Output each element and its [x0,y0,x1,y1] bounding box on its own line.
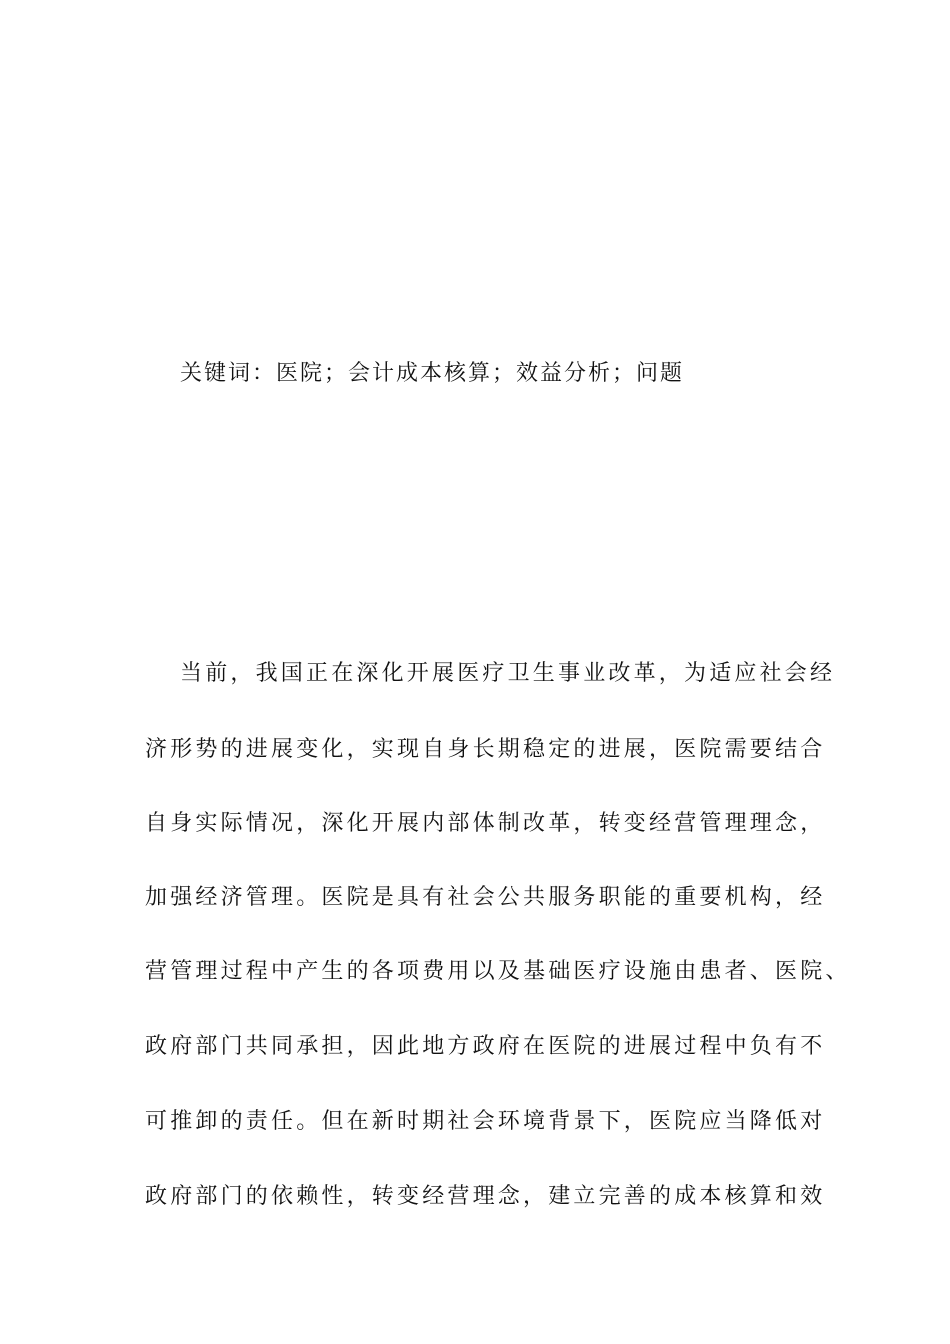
keywords-line: 关键词：医院；会计成本核算；效益分析；问题 [180,361,685,386]
paragraph-line: 政府部门的依赖性，转变经营理念，建立完善的成本核算和效 [145,1184,826,1209]
paragraph-line: 当前，我国正在深化开展医疗卫生事业改革，为适应社会经 [180,661,836,686]
paragraph-line: 政府部门共同承担，因此地方政府在医院的进展过程中负有不 [145,1034,826,1059]
paragraph-line: 济形势的进展变化，实现自身长期稳定的进展，医院需要结合 [145,737,826,762]
paragraph-line: 自身实际情况，深化开展内部体制改革，转变经营管理理念， [145,811,826,836]
paragraph-line: 加强经济管理。医院是具有社会公共服务职能的重要机构，经 [145,885,826,910]
paragraph-line: 可推卸的责任。但在新时期社会环境背景下，医院应当降低对 [145,1109,826,1134]
paragraph-line: 营管理过程中产生的各项费用以及基础医疗设施由患者、医院、 [145,959,851,984]
